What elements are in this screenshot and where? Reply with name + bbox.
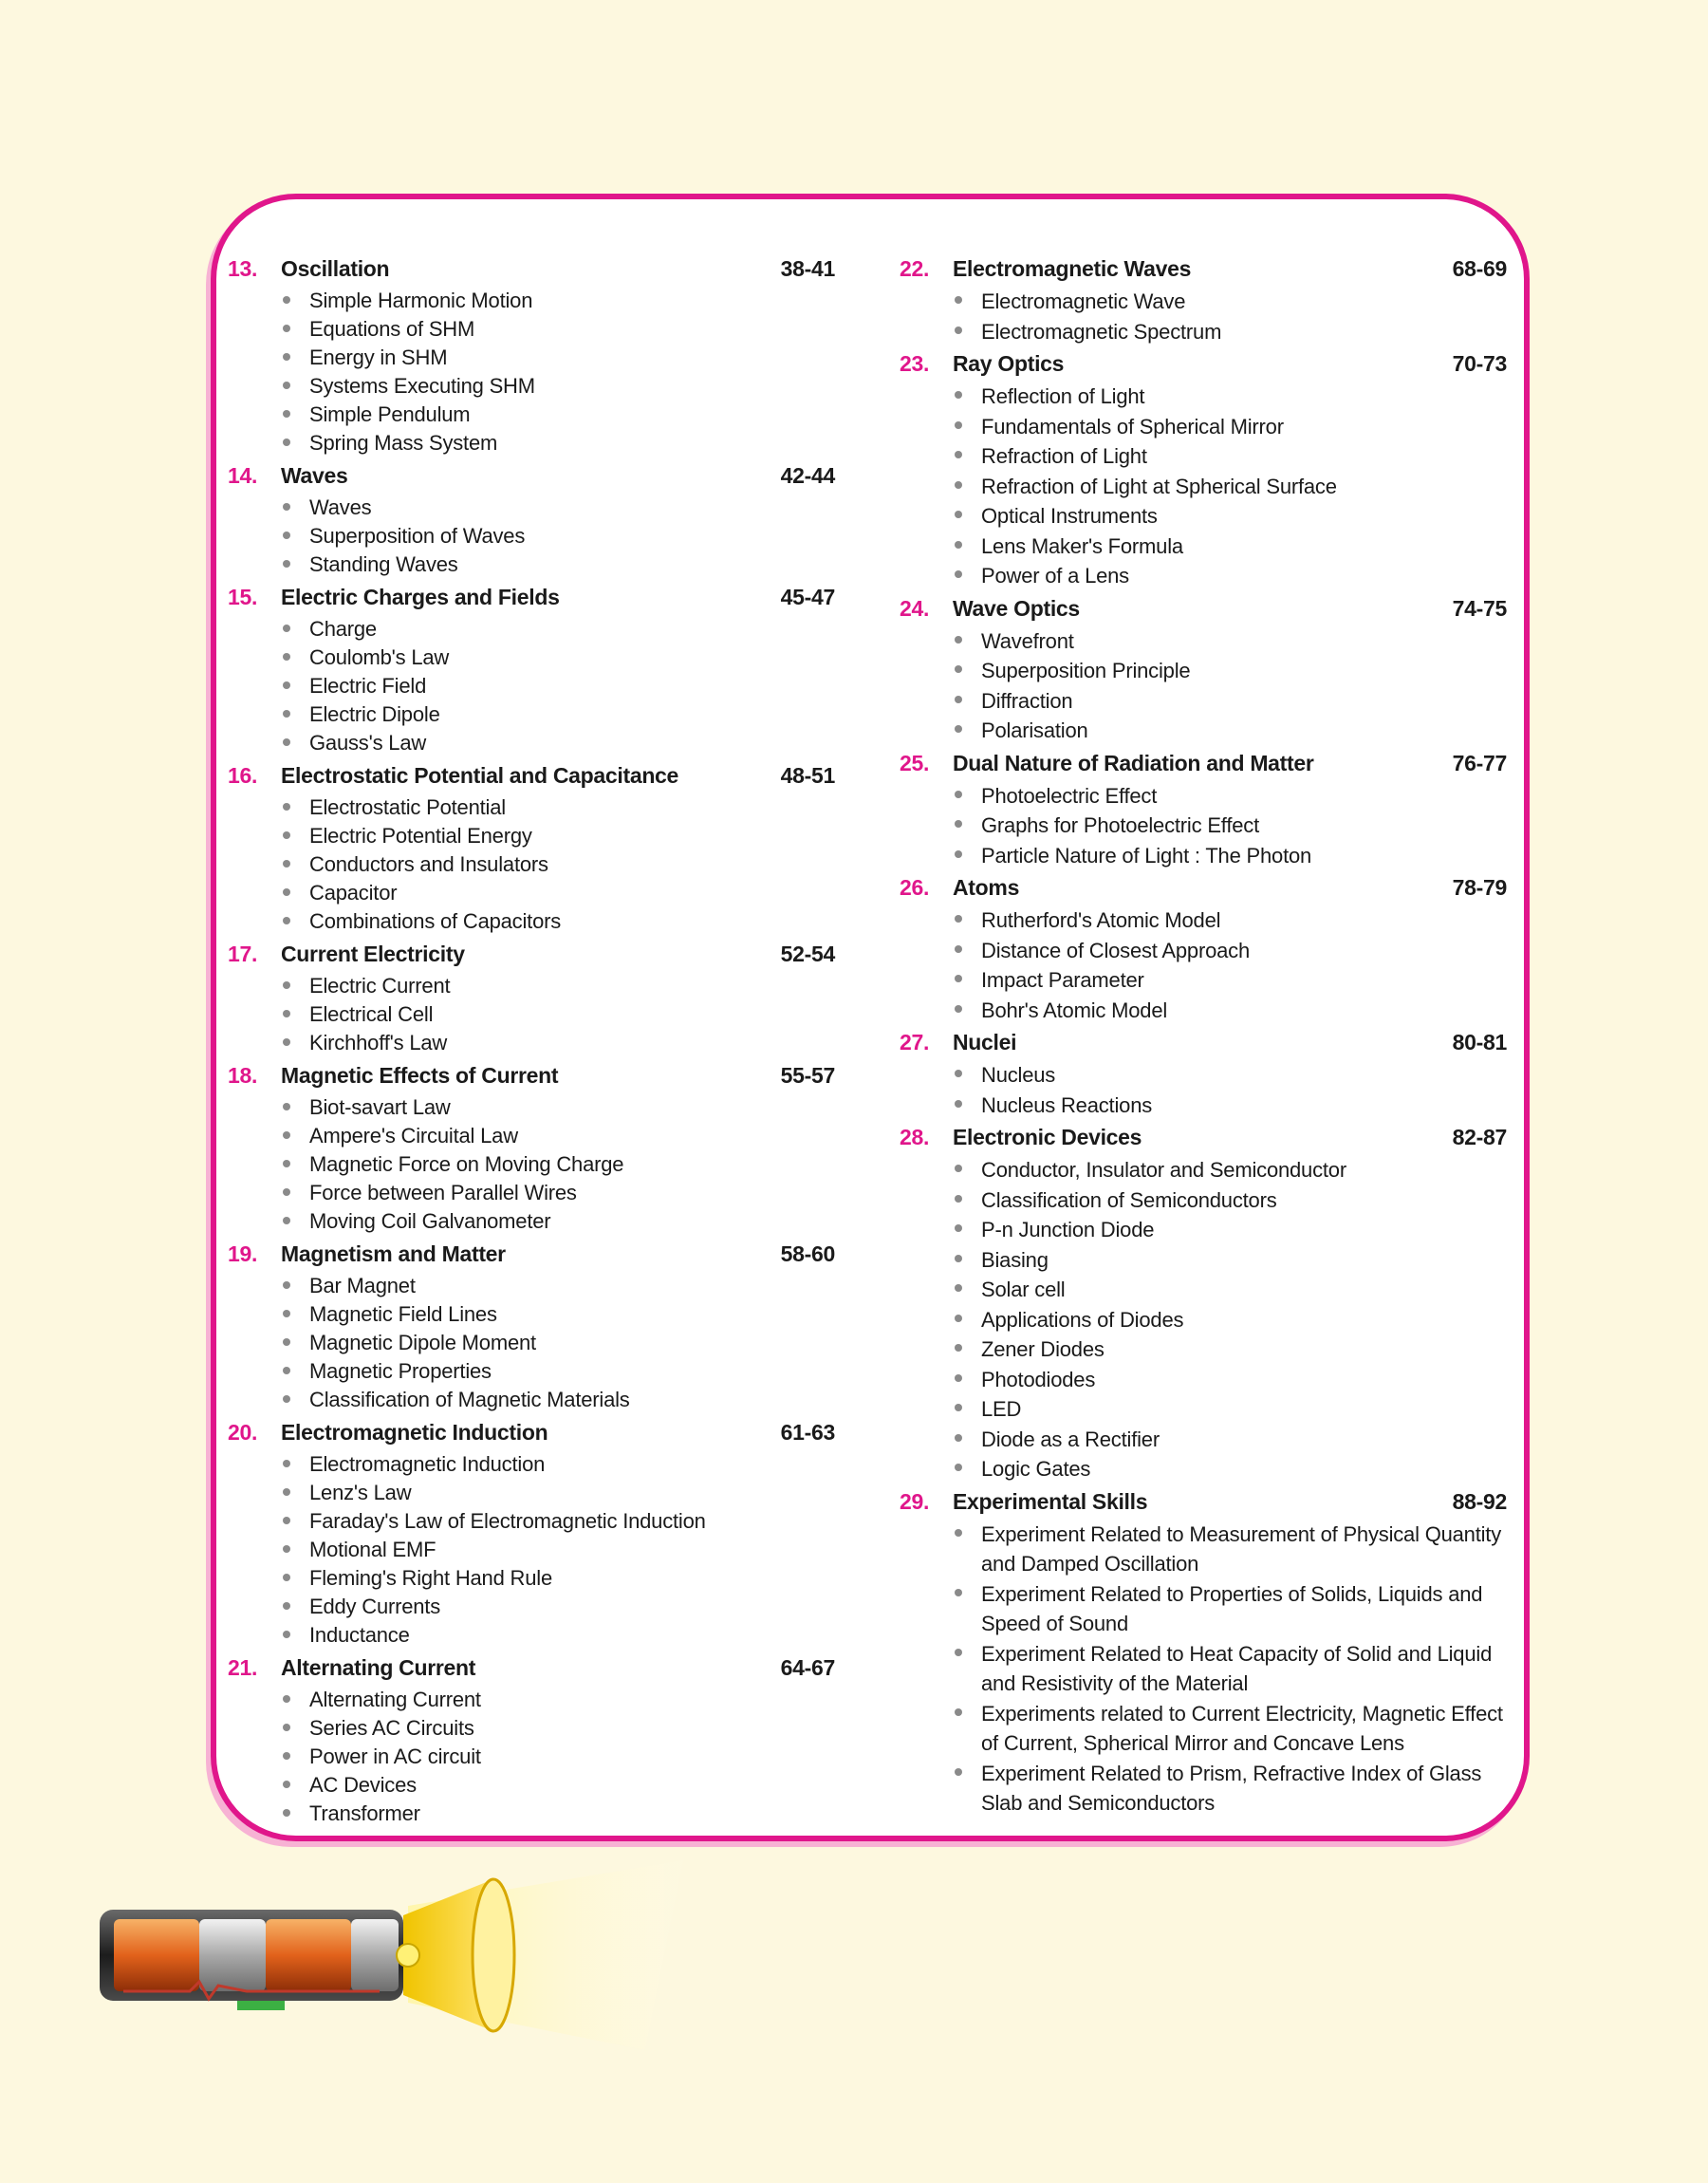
topic-item: Optical Instruments bbox=[981, 501, 1507, 532]
chapter-entry bbox=[900, 1030, 1507, 1120]
chapter-title: Atoms bbox=[953, 875, 1020, 900]
topic-item: Superposition of Waves bbox=[309, 522, 835, 550]
chapter-heading bbox=[900, 1030, 1507, 1060]
topic-item: Motional EMF bbox=[309, 1536, 835, 1564]
topic-item: Magnetic Dipole Moment bbox=[309, 1329, 835, 1357]
chapter-number: 27. bbox=[900, 1030, 930, 1054]
topic-item: Photoelectric Effect bbox=[981, 781, 1507, 812]
topic-list bbox=[228, 1686, 835, 1828]
chapter-pages: 80-81 bbox=[1452, 1030, 1507, 1054]
topic-item: Lens Maker's Formula bbox=[981, 532, 1507, 562]
topic-item: Electric Field bbox=[309, 672, 835, 700]
chapter-entry bbox=[900, 351, 1507, 591]
topic-list bbox=[900, 1520, 1507, 1819]
topic-item: Ampere's Circuital Law bbox=[309, 1122, 835, 1150]
topic-item: Rutherford's Atomic Model bbox=[981, 905, 1507, 936]
chapter-pages: 78-79 bbox=[1452, 875, 1507, 900]
topic-item: Moving Coil Galvanometer bbox=[309, 1207, 835, 1236]
topic-list bbox=[228, 287, 835, 457]
topic-item: Electromagnetic Induction bbox=[309, 1450, 835, 1479]
chapter-pages: 88-92 bbox=[1452, 1488, 1507, 1514]
chapter-number: 18. bbox=[228, 1063, 258, 1088]
chapter-entry bbox=[228, 585, 835, 757]
chapter-title: Dual Nature of Radiation and Matter bbox=[953, 750, 1314, 775]
topic-item: Applications of Diodes bbox=[981, 1305, 1507, 1335]
chapter-heading bbox=[228, 1655, 835, 1686]
topic-item: Logic Gates bbox=[981, 1454, 1507, 1484]
chapter-number: 25. bbox=[900, 750, 930, 775]
chapter-heading bbox=[228, 463, 835, 494]
chapter-entry bbox=[228, 1420, 835, 1650]
topic-item: Conductor, Insulator and Semiconductor bbox=[981, 1155, 1507, 1185]
chapter-number: 16. bbox=[228, 763, 258, 788]
topic-list bbox=[900, 1155, 1507, 1484]
topic-item: Biasing bbox=[981, 1245, 1507, 1276]
chapter-title: Electromagnetic Induction bbox=[281, 1420, 548, 1445]
chapter-entry bbox=[900, 1489, 1507, 1819]
topic-item: Force between Parallel Wires bbox=[309, 1179, 835, 1207]
topic-item: Eddy Currents bbox=[309, 1593, 835, 1621]
chapter-entry bbox=[228, 942, 835, 1057]
topic-item: AC Devices bbox=[309, 1771, 835, 1800]
chapter-pages: 70-73 bbox=[1452, 351, 1507, 376]
chapter-title: Electromagnetic Waves bbox=[953, 256, 1192, 281]
chapter-number: 21. bbox=[228, 1655, 258, 1680]
topic-item: Magnetic Force on Moving Charge bbox=[309, 1150, 835, 1179]
chapter-heading bbox=[228, 763, 835, 793]
chapter-heading bbox=[900, 751, 1507, 781]
topic-item: Series AC Circuits bbox=[309, 1714, 835, 1743]
chapter-pages: 48-51 bbox=[780, 763, 835, 788]
topic-item: Electric Current bbox=[309, 972, 835, 1000]
chapter-heading bbox=[228, 585, 835, 615]
chapter-title: Ray Optics bbox=[953, 351, 1065, 376]
topic-item: Faraday's Law of Electromagnetic Induction bbox=[309, 1507, 835, 1536]
topic-item: Simple Harmonic Motion bbox=[309, 287, 835, 315]
chapter-pages: 61-63 bbox=[780, 1420, 835, 1445]
topic-list bbox=[228, 615, 835, 757]
chapter-pages: 76-77 bbox=[1452, 750, 1507, 775]
topic-item: Alternating Current bbox=[309, 1686, 835, 1714]
topic-item: Bohr's Atomic Model bbox=[981, 996, 1507, 1026]
chapter-pages: 38-41 bbox=[780, 256, 835, 281]
topic-item: Electrostatic Potential bbox=[309, 793, 835, 822]
topic-item: Nucleus bbox=[981, 1060, 1507, 1091]
topic-item: Experiment Related to Prism, Refractive Index of Glass Slab and Semiconductors bbox=[981, 1759, 1507, 1819]
topic-list bbox=[900, 1060, 1507, 1120]
chapter-entry bbox=[900, 256, 1507, 346]
topic-item: Zener Diodes bbox=[981, 1334, 1507, 1365]
topic-item: Spring Mass System bbox=[309, 429, 835, 457]
chapter-entry bbox=[228, 1063, 835, 1236]
chapter-number: 22. bbox=[900, 256, 930, 281]
chapter-heading bbox=[228, 1063, 835, 1093]
chapter-entry bbox=[228, 1241, 835, 1414]
topic-item: Coulomb's Law bbox=[309, 644, 835, 672]
chapter-number: 15. bbox=[228, 585, 258, 609]
topic-list bbox=[900, 905, 1507, 1025]
topic-item: Experiment Related to Measurement of Physical Quantity and Damped Oscillation bbox=[981, 1520, 1507, 1579]
topic-list bbox=[228, 1272, 835, 1414]
topic-list bbox=[900, 382, 1507, 591]
topic-item: Particle Nature of Light : The Photon bbox=[981, 841, 1507, 871]
chapter-title: Magnetism and Matter bbox=[281, 1241, 506, 1266]
topic-item: Power of a Lens bbox=[981, 561, 1507, 591]
topic-list bbox=[900, 626, 1507, 746]
topic-item: Equations of SHM bbox=[309, 315, 835, 344]
chapter-heading bbox=[900, 596, 1507, 626]
chapter-pages: 82-87 bbox=[1452, 1125, 1507, 1149]
chapter-heading bbox=[228, 1420, 835, 1450]
topic-item: Magnetic Properties bbox=[309, 1357, 835, 1386]
topic-item: Lenz's Law bbox=[309, 1479, 835, 1507]
chapter-title: Wave Optics bbox=[953, 595, 1080, 621]
chapter-entry bbox=[228, 256, 835, 457]
topic-item: Charge bbox=[309, 615, 835, 644]
chapter-heading bbox=[900, 1489, 1507, 1520]
topic-item: Impact Parameter bbox=[981, 965, 1507, 996]
topic-item: Refraction of Light at Spherical Surface bbox=[981, 472, 1507, 502]
chapter-title: Oscillation bbox=[281, 256, 390, 281]
topic-item: Photodiodes bbox=[981, 1365, 1507, 1395]
topic-item: Waves bbox=[309, 494, 835, 522]
chapter-title: Waves bbox=[281, 463, 348, 488]
chapter-heading bbox=[900, 1125, 1507, 1155]
topic-list bbox=[228, 793, 835, 936]
chapter-heading bbox=[228, 942, 835, 972]
topic-item: Simple Pendulum bbox=[309, 401, 835, 429]
chapter-heading bbox=[228, 1241, 835, 1272]
topic-item: Fundamentals of Spherical Mirror bbox=[981, 412, 1507, 442]
chapter-title: Electric Charges and Fields bbox=[281, 585, 560, 609]
topic-item: Electromagnetic Wave bbox=[981, 287, 1507, 317]
topic-item: Capacitor bbox=[309, 879, 835, 907]
chapter-title: Current Electricity bbox=[281, 942, 465, 966]
topic-item: Solar cell bbox=[981, 1275, 1507, 1305]
topic-item: Classification of Semiconductors bbox=[981, 1185, 1507, 1216]
topic-item: Experiment Related to Heat Capacity of Solid and Liquid and Resistivity of the Material bbox=[981, 1639, 1507, 1699]
topic-item: Magnetic Field Lines bbox=[309, 1300, 835, 1329]
chapter-title: Experimental Skills bbox=[953, 1488, 1148, 1514]
topic-list bbox=[900, 781, 1507, 871]
topic-item: P-n Junction Diode bbox=[981, 1215, 1507, 1245]
topic-item: Graphs for Photoelectric Effect bbox=[981, 811, 1507, 841]
topic-list bbox=[900, 287, 1507, 346]
topic-item: Biot-savart Law bbox=[309, 1093, 835, 1122]
topic-item: Systems Executing SHM bbox=[309, 372, 835, 401]
chapter-number: 28. bbox=[900, 1125, 930, 1149]
flashlight-icon bbox=[95, 1860, 702, 2050]
topic-list bbox=[228, 972, 835, 1057]
chapter-pages: 52-54 bbox=[780, 942, 835, 966]
chapter-title: Nuclei bbox=[953, 1030, 1017, 1054]
topic-item: Electromagnetic Spectrum bbox=[981, 317, 1507, 347]
right-column bbox=[900, 256, 1507, 1823]
chapter-pages: 45-47 bbox=[780, 585, 835, 609]
chapter-number: 13. bbox=[228, 256, 258, 281]
topic-item: Gauss's Law bbox=[309, 729, 835, 757]
topic-item: Experiment Related to Properties of Solids, Liquids and Speed of Sound bbox=[981, 1579, 1507, 1639]
topic-item: Superposition Principle bbox=[981, 656, 1507, 686]
topic-item: Electrical Cell bbox=[309, 1000, 835, 1029]
chapter-pages: 74-75 bbox=[1452, 595, 1507, 621]
topic-item: Diffraction bbox=[981, 686, 1507, 717]
topic-item: Refraction of Light bbox=[981, 441, 1507, 472]
chapter-heading bbox=[900, 256, 1507, 287]
topic-item: Diode as a Rectifier bbox=[981, 1425, 1507, 1455]
topic-item: Kirchhoff's Law bbox=[309, 1029, 835, 1057]
topic-list bbox=[228, 1093, 835, 1236]
topic-list bbox=[228, 1450, 835, 1650]
chapter-number: 24. bbox=[900, 595, 930, 621]
topic-item: Combinations of Capacitors bbox=[309, 907, 835, 936]
chapter-number: 23. bbox=[900, 351, 930, 376]
topic-item: Wavefront bbox=[981, 626, 1507, 657]
chapter-title: Alternating Current bbox=[281, 1655, 476, 1680]
topic-item: Bar Magnet bbox=[309, 1272, 835, 1300]
chapter-pages: 68-69 bbox=[1452, 256, 1507, 281]
chapter-number: 14. bbox=[228, 463, 258, 488]
chapter-number: 19. bbox=[228, 1241, 258, 1266]
chapter-pages: 58-60 bbox=[780, 1241, 835, 1266]
chapter-pages: 64-67 bbox=[780, 1655, 835, 1680]
chapter-entry bbox=[900, 751, 1507, 871]
chapter-number: 20. bbox=[228, 1420, 258, 1445]
topic-item: Nucleus Reactions bbox=[981, 1091, 1507, 1121]
chapter-number: 26. bbox=[900, 875, 930, 900]
topic-item: Energy in SHM bbox=[309, 344, 835, 372]
topic-item: Fleming's Right Hand Rule bbox=[309, 1564, 835, 1593]
chapter-number: 29. bbox=[900, 1488, 930, 1514]
chapter-entry bbox=[900, 596, 1507, 746]
chapter-title: Electronic Devices bbox=[953, 1125, 1142, 1149]
topic-item: Inductance bbox=[309, 1621, 835, 1650]
chapter-entry bbox=[900, 875, 1507, 1025]
topic-item: Power in AC circuit bbox=[309, 1743, 835, 1771]
topic-item: Standing Waves bbox=[309, 550, 835, 579]
topic-item: Classification of Magnetic Materials bbox=[309, 1386, 835, 1414]
topic-item: Experiments related to Current Electricity, Magnetic Effect of Current, Spherical Mirror and Concave Lens bbox=[981, 1699, 1507, 1759]
topic-item: Conductors and Insulators bbox=[309, 850, 835, 879]
chapter-heading bbox=[900, 875, 1507, 905]
topic-item: Electric Dipole bbox=[309, 700, 835, 729]
chapter-entry bbox=[228, 1655, 835, 1828]
topic-item: Electric Potential Energy bbox=[309, 822, 835, 850]
topic-item: Distance of Closest Approach bbox=[981, 936, 1507, 966]
chapter-pages: 55-57 bbox=[780, 1063, 835, 1088]
chapter-number: 17. bbox=[228, 942, 258, 966]
topic-item: LED bbox=[981, 1394, 1507, 1425]
chapter-title: Magnetic Effects of Current bbox=[281, 1063, 559, 1088]
chapter-entry bbox=[228, 463, 835, 579]
topic-item: Transformer bbox=[309, 1800, 835, 1828]
topic-item: Polarisation bbox=[981, 716, 1507, 746]
topic-item: Reflection of Light bbox=[981, 382, 1507, 412]
chapter-heading bbox=[228, 256, 835, 287]
chapter-heading bbox=[900, 351, 1507, 382]
chapter-pages: 42-44 bbox=[780, 463, 835, 488]
chapter-entry bbox=[900, 1125, 1507, 1484]
chapter-entry bbox=[228, 763, 835, 936]
left-column bbox=[228, 256, 835, 1834]
topic-list bbox=[228, 494, 835, 579]
chapter-title: Electrostatic Potential and Capacitance bbox=[281, 763, 679, 788]
